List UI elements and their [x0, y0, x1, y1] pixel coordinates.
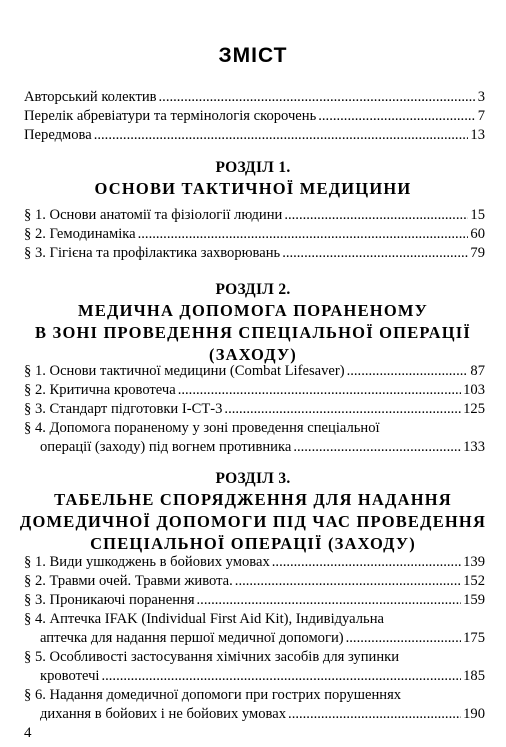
- entry-page: 87: [470, 363, 485, 379]
- toc-entry[interactable]: [24, 648, 485, 686]
- toc-entry[interactable]: [24, 206, 485, 225]
- entry-text: Передмова: [24, 127, 92, 143]
- entry-text: § 1. Види ушкоджень в бойових умовах: [24, 554, 270, 570]
- entry-text: операції (заходу) під вогнем противника: [40, 439, 292, 455]
- entry-page: 3: [477, 89, 485, 105]
- dot-leader: [178, 381, 461, 400]
- entry-text: дихання в бойових і не бойових умовах: [40, 706, 287, 722]
- toc-entry[interactable]: [24, 88, 485, 107]
- dot-leader: [293, 438, 461, 457]
- section-title: ОСНОВИ ТАКТИЧНОЇ МЕДИЦИНИ: [94, 179, 412, 198]
- entry-text: § 3. Стандарт підготовки І-СТ-3: [24, 401, 223, 417]
- entry-text: § 1. Основи анатомії та фізіології людини: [24, 207, 283, 223]
- section-number: РОЗДІЛ 2.: [215, 281, 291, 298]
- entry-text: Перелік абревіатури та термінологія скорочень: [24, 108, 317, 124]
- toc-entry[interactable]: [24, 686, 485, 724]
- section-entries: [24, 362, 485, 457]
- entry-page: 185: [463, 668, 485, 684]
- entry-text: § 2. Травми очей. Травми живота.: [24, 573, 233, 589]
- section-heading: [0, 280, 506, 366]
- section-entries: [24, 553, 485, 724]
- section-entries: [24, 206, 485, 263]
- section-title-line: (ЗАХОДУ): [209, 345, 297, 364]
- dot-leader: [224, 400, 461, 419]
- entry-page: 15: [470, 207, 485, 223]
- section-heading: [0, 158, 506, 200]
- section-title-line: ТАБЕЛЬНЕ СПОРЯДЖЕННЯ ДЛЯ НАДАННЯ: [54, 490, 452, 509]
- section-number: РОЗДІЛ 1.: [215, 159, 291, 176]
- page-number: 4: [24, 725, 32, 741]
- entry-page: 190: [463, 706, 485, 722]
- entry-text: Авторський колектив: [24, 89, 157, 105]
- entry-page: 125: [463, 401, 485, 417]
- entry-page: 152: [463, 573, 485, 589]
- entry-page: 175: [463, 630, 485, 646]
- entry-text: § 2. Гемодинаміка: [24, 226, 136, 242]
- dot-leader: [101, 667, 461, 686]
- entry-text-first-line: § 6. Надання домедичної допомоги при гострих порушеннях: [24, 687, 402, 703]
- dot-leader: [159, 88, 476, 107]
- section-heading: [0, 469, 506, 555]
- entry-page: 79: [470, 245, 485, 261]
- entry-page: 7: [477, 108, 485, 124]
- toc-entry[interactable]: [24, 126, 485, 145]
- toc-entry[interactable]: [24, 610, 485, 648]
- section-title-line: МЕДИЧНА ДОПОМОГА ПОРАНЕНОМУ: [78, 301, 428, 320]
- entry-text-first-line: § 5. Особливості застосування хімічних засобів для зупинки: [24, 649, 400, 665]
- entry-text: § 2. Критична кровотеча: [24, 382, 176, 398]
- dot-leader: [318, 107, 475, 126]
- page-title: ЗМІСТ: [218, 44, 288, 67]
- dot-leader: [284, 206, 468, 225]
- toc-entry[interactable]: [24, 419, 485, 457]
- entry-text: § 3. Проникаючі поранення: [24, 592, 195, 608]
- entry-page: 13: [470, 127, 485, 143]
- dot-leader: [272, 553, 461, 572]
- entry-text: аптечка для надання першої медичної допомоги): [40, 630, 344, 646]
- dot-leader: [138, 225, 469, 244]
- entry-page: 60: [470, 226, 485, 242]
- dot-leader: [94, 126, 469, 145]
- entry-page: 103: [463, 382, 485, 398]
- entry-text: § 1. Основи тактичної медицини (Combat Lifesaver): [24, 363, 345, 379]
- entry-page: 139: [463, 554, 485, 570]
- toc-entry[interactable]: [24, 591, 485, 610]
- toc-entry[interactable]: [24, 381, 485, 400]
- section-title-line: СПЕЦІАЛЬНОЇ ОПЕРАЦІЇ (ЗАХОДУ): [90, 534, 416, 553]
- section-number: РОЗДІЛ 3.: [215, 470, 291, 487]
- toc-entry[interactable]: [24, 107, 485, 126]
- front-matter-list: [24, 88, 485, 145]
- toc-entry[interactable]: [24, 553, 485, 572]
- section-title-line: В ЗОНІ ПРОВЕДЕННЯ СПЕЦІАЛЬНОЇ ОПЕРАЦІЇ: [35, 323, 471, 342]
- entry-page: 133: [463, 439, 485, 455]
- section-title-line: ДОМЕДИЧНОЇ ДОПОМОГИ ПІД ЧАС ПРОВЕДЕННЯ: [19, 512, 487, 531]
- toc-entry[interactable]: [24, 362, 485, 381]
- entry-text: кровотечі: [40, 668, 100, 684]
- toc-entry[interactable]: [24, 572, 485, 591]
- toc-entry[interactable]: [24, 244, 485, 263]
- dot-leader: [235, 572, 461, 591]
- dot-leader: [346, 629, 461, 648]
- toc-entry[interactable]: [24, 400, 485, 419]
- dot-leader: [282, 244, 468, 263]
- entry-page: 159: [463, 592, 485, 608]
- entry-text: § 3. Гігієна та профілактика захворювань: [24, 245, 281, 261]
- dot-leader: [347, 362, 469, 381]
- dot-leader: [197, 591, 462, 610]
- entry-text-first-line: § 4. Аптечка IFAK (Individual First Aid Kit), Індивідуальна: [24, 611, 384, 627]
- dot-leader: [288, 705, 461, 724]
- toc-entry[interactable]: [24, 225, 485, 244]
- entry-text-first-line: § 4. Допомога пораненому у зоні проведення спеціальної: [24, 420, 380, 436]
